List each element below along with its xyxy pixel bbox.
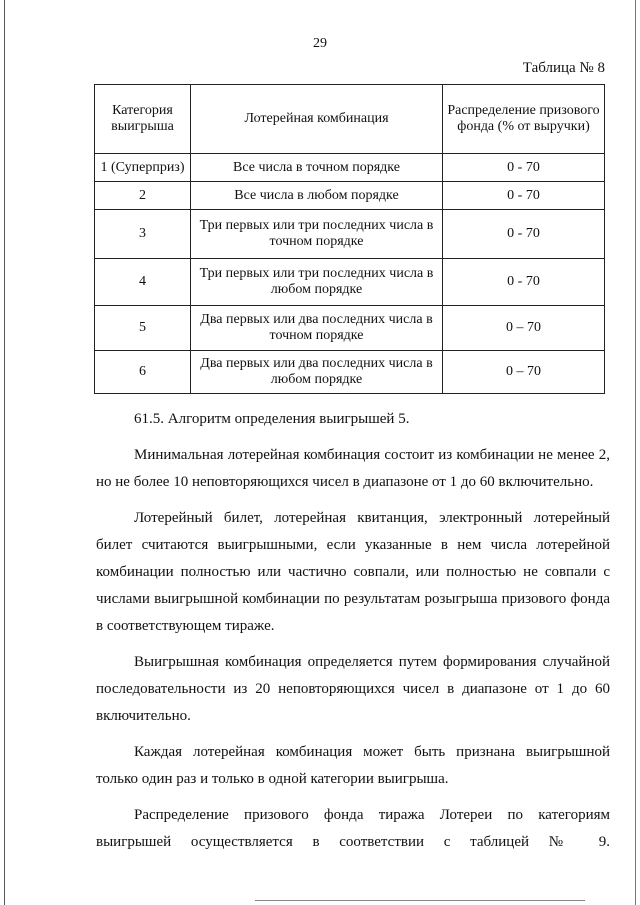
table-row bbox=[95, 154, 605, 182]
cell-combination: Три первых или три последних числа в любом порядке bbox=[191, 259, 443, 306]
cell-share: 0 – 70 bbox=[443, 351, 605, 394]
prize-distribution-table bbox=[94, 84, 605, 394]
table-row bbox=[95, 259, 605, 306]
table-header-row bbox=[95, 85, 605, 154]
body-text bbox=[96, 406, 610, 865]
cell-category: 4 bbox=[95, 259, 191, 306]
cell-share: 0 – 70 bbox=[443, 306, 605, 351]
paragraph: Выигрышная комбинация определяется путем формирования случайной последовательности из 20 неповторяющихся чисел в диапазоне от 1 до 60 включительно. bbox=[96, 654, 610, 724]
cell-combination: Все числа в любом порядке bbox=[191, 182, 443, 210]
cell-category: 1 (Суперприз) bbox=[95, 154, 191, 182]
paragraph: Минимальная лотерейная комбинация состоит из комбинации не менее 2, но не более 10 неповторяющихся чисел в диапазоне от 1 до 60 включительно. bbox=[96, 447, 610, 490]
paragraph: Распределение призового фонда тиража Лотереи по категориям выигрышей осуществляется в соответствии с таблицей № 9. bbox=[96, 807, 610, 850]
header-category: Категория выигрыша bbox=[95, 85, 191, 154]
cell-share: 0 - 70 bbox=[443, 182, 605, 210]
cell-category: 3 bbox=[95, 210, 191, 259]
cell-category: 6 bbox=[95, 351, 191, 394]
cell-combination: Три первых или три последних числа в точном порядке bbox=[191, 210, 443, 259]
table-row bbox=[95, 306, 605, 351]
cell-share: 0 - 70 bbox=[443, 154, 605, 182]
scan-border-left bbox=[4, 0, 5, 905]
cell-category: 5 bbox=[95, 306, 191, 351]
header-share: Распределение призового фонда (% от выручки) bbox=[443, 85, 605, 154]
cell-combination: Все числа в точном порядке bbox=[191, 154, 443, 182]
table-row bbox=[95, 351, 605, 394]
cell-share: 0 - 70 bbox=[443, 210, 605, 259]
cell-combination: Два первых или два последних числа в точном порядке bbox=[191, 306, 443, 351]
scan-border-bottom bbox=[255, 900, 585, 901]
table-caption: Таблица № 8 bbox=[522, 60, 605, 76]
table-row bbox=[95, 210, 605, 259]
section-heading: 61.5. Алгоритм определения выигрышей 5. bbox=[134, 411, 410, 427]
cell-share: 0 - 70 bbox=[443, 259, 605, 306]
paragraph: Лотерейный билет, лотерейная квитанция, электронный лотерейный билет считаются выигрышными, если указанные в нем числа лотерейной комбинации полностью или частично совпали, или полностью не совпали с числами выигрышной комбинации по результатам розыгрыша призового фонда в соответствующем тираже. bbox=[96, 510, 610, 634]
table-row bbox=[95, 182, 605, 210]
header-combination: Лотерейная комбинация bbox=[191, 85, 443, 154]
cell-category: 2 bbox=[95, 182, 191, 210]
cell-combination: Два первых или два последних числа в любом порядке bbox=[191, 351, 443, 394]
paragraph: Каждая лотерейная комбинация может быть признана выигрышной только один раз и только в одной категории выигрыша. bbox=[96, 744, 610, 787]
page-number: 29 bbox=[313, 36, 327, 51]
scan-border-right bbox=[635, 0, 636, 905]
